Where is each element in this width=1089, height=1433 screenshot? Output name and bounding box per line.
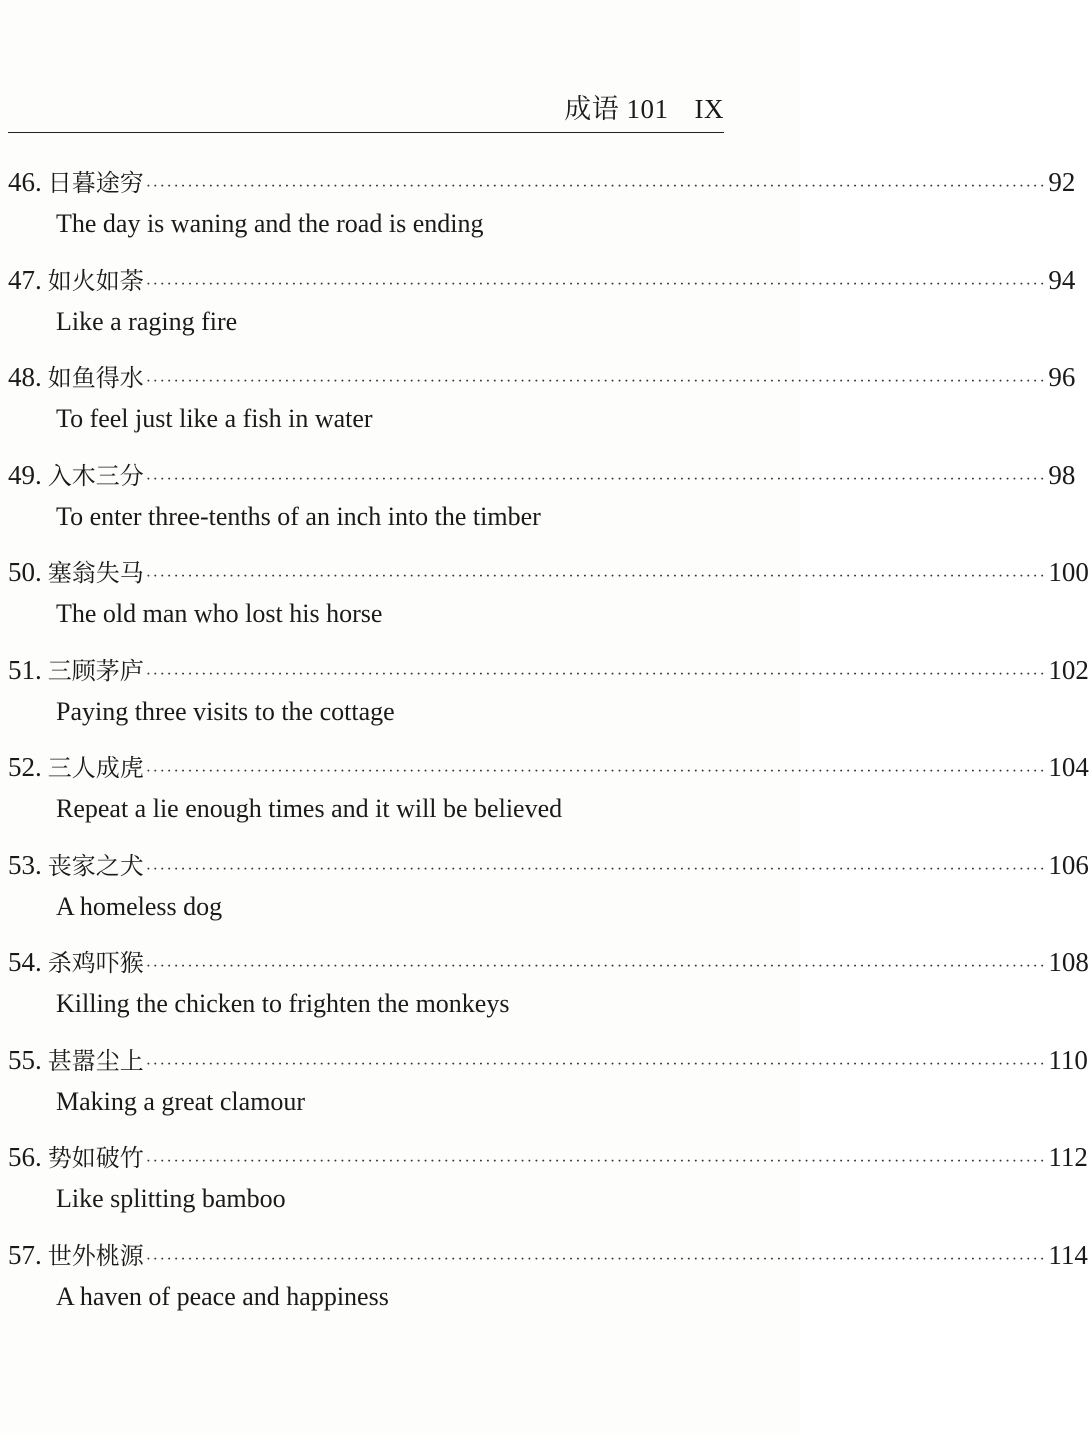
header-page-folio: IX	[694, 94, 724, 124]
entry-chinese-title: 塞翁失马	[47, 559, 144, 587]
toc-entry[interactable]	[8, 262, 1076, 360]
entry-english-title: To enter three-tenths of an inch into the timber	[56, 501, 541, 531]
entry-chinese-title: 如火如荼	[47, 266, 144, 295]
toc-entry[interactable]	[8, 944, 1089, 1042]
toc-entry[interactable]	[8, 457, 1076, 555]
entry-english-title: Repeat a lie enough times and it will be believed	[56, 794, 563, 823]
entry-chinese-title: 丧家之犬	[47, 851, 144, 880]
entry-chinese-title: 甚嚣尘上	[47, 1046, 144, 1075]
dot-leader: ··································································································································	[145, 470, 1047, 488]
entry-english-title: The day is waning and the road is ending	[56, 209, 484, 238]
dot-leader: ··································································································································	[145, 665, 1047, 683]
entry-number: 53.	[8, 849, 42, 880]
entry-chinese-title: 杀鸡吓猴	[47, 949, 144, 977]
entry-chinese-title: 势如破竹	[47, 1144, 144, 1172]
toc-entry[interactable]	[8, 847, 1089, 945]
entry-chinese-title: 入木三分	[47, 461, 144, 490]
entry-english-title: To feel just like a fish in water	[56, 404, 373, 433]
toc-entry[interactable]	[8, 554, 1089, 652]
toc-entry[interactable]	[8, 164, 1076, 262]
entry-page-number: 92	[1048, 167, 1076, 197]
toc-entry-line	[8, 652, 1089, 688]
entry-page-number: 112	[1048, 1142, 1088, 1172]
toc-entry-line	[8, 457, 1076, 493]
dot-leader: ··································································································································	[145, 958, 1047, 975]
entry-chinese-title: 如鱼得水	[47, 364, 144, 392]
entry-english-title: The old man who lost his horse	[56, 599, 383, 628]
table-of-contents	[8, 164, 1089, 1334]
dot-leader: ··································································································································	[145, 860, 1047, 878]
entry-english-title: A homeless dog	[56, 891, 223, 921]
entry-english-title: Making a great clamour	[56, 1086, 306, 1116]
entry-english-title: Killing the chicken to frighten the monkeys	[56, 989, 510, 1018]
toc-entry[interactable]	[8, 1237, 1088, 1335]
entry-number: 56.	[8, 1142, 42, 1172]
toc-entry[interactable]	[8, 1042, 1088, 1140]
toc-entry-line	[8, 359, 1076, 395]
entry-chinese-title: 三顾茅庐	[47, 656, 144, 685]
entry-english-title: Like a raging fire	[56, 306, 238, 336]
entry-page-number: 108	[1048, 947, 1089, 977]
toc-entry-line	[8, 164, 1076, 200]
entry-number: 57.	[8, 1239, 42, 1270]
entry-number: 54.	[8, 947, 42, 977]
toc-entry-line	[8, 554, 1089, 590]
dot-leader: ··································································································································	[145, 178, 1047, 195]
header-book-title: 成语 101	[564, 94, 669, 124]
entry-chinese-title: 世外桃源	[47, 1241, 144, 1270]
entry-page-number: 100	[1048, 557, 1089, 587]
entry-english-title: A haven of peace and happiness	[56, 1281, 389, 1311]
entry-number: 50.	[8, 557, 42, 587]
dot-leader: ··································································································································	[145, 763, 1047, 780]
toc-entry-line	[8, 749, 1089, 785]
toc-entry-line	[8, 262, 1076, 298]
dot-leader: ··································································································································	[145, 1250, 1047, 1268]
entry-number: 52.	[8, 752, 42, 782]
running-header	[8, 92, 724, 133]
entry-page-number: 114	[1048, 1239, 1088, 1270]
entry-number: 49.	[8, 459, 42, 490]
entry-english-title: Like splitting bamboo	[56, 1184, 286, 1213]
entry-chinese-title: 日暮途穷	[47, 169, 144, 197]
dot-leader: ··································································································································	[145, 1055, 1047, 1073]
entry-page-number: 106	[1048, 849, 1089, 880]
entry-page-number: 110	[1048, 1044, 1088, 1075]
entry-number: 47.	[8, 264, 42, 295]
toc-entry-line	[8, 944, 1089, 980]
entry-page-number: 96	[1048, 362, 1076, 392]
dot-leader: ··································································································································	[145, 373, 1047, 390]
entry-number: 46.	[8, 167, 42, 197]
toc-entry[interactable]	[8, 359, 1076, 457]
toc-entry-line	[8, 847, 1089, 883]
entry-chinese-title: 三人成虎	[47, 754, 144, 782]
toc-entry-line	[8, 1042, 1088, 1078]
entry-number: 51.	[8, 654, 42, 685]
header-text	[564, 87, 724, 126]
entry-page-number: 98	[1048, 459, 1076, 490]
entry-page-number: 94	[1048, 264, 1076, 295]
entry-page-number: 102	[1048, 654, 1089, 685]
entry-page-number: 104	[1048, 752, 1089, 782]
entry-english-title: Paying three visits to the cottage	[56, 696, 395, 726]
toc-entry[interactable]	[8, 1139, 1088, 1237]
dot-leader: ··································································································································	[145, 275, 1047, 293]
toc-entry[interactable]	[8, 652, 1089, 750]
entry-number: 55.	[8, 1044, 42, 1075]
dot-leader: ··································································································································	[145, 1153, 1047, 1170]
toc-entry[interactable]	[8, 749, 1089, 847]
dot-leader: ··································································································································	[145, 568, 1047, 585]
toc-entry-line	[8, 1139, 1088, 1175]
entry-number: 48.	[8, 362, 42, 392]
toc-entry-line	[8, 1237, 1088, 1273]
